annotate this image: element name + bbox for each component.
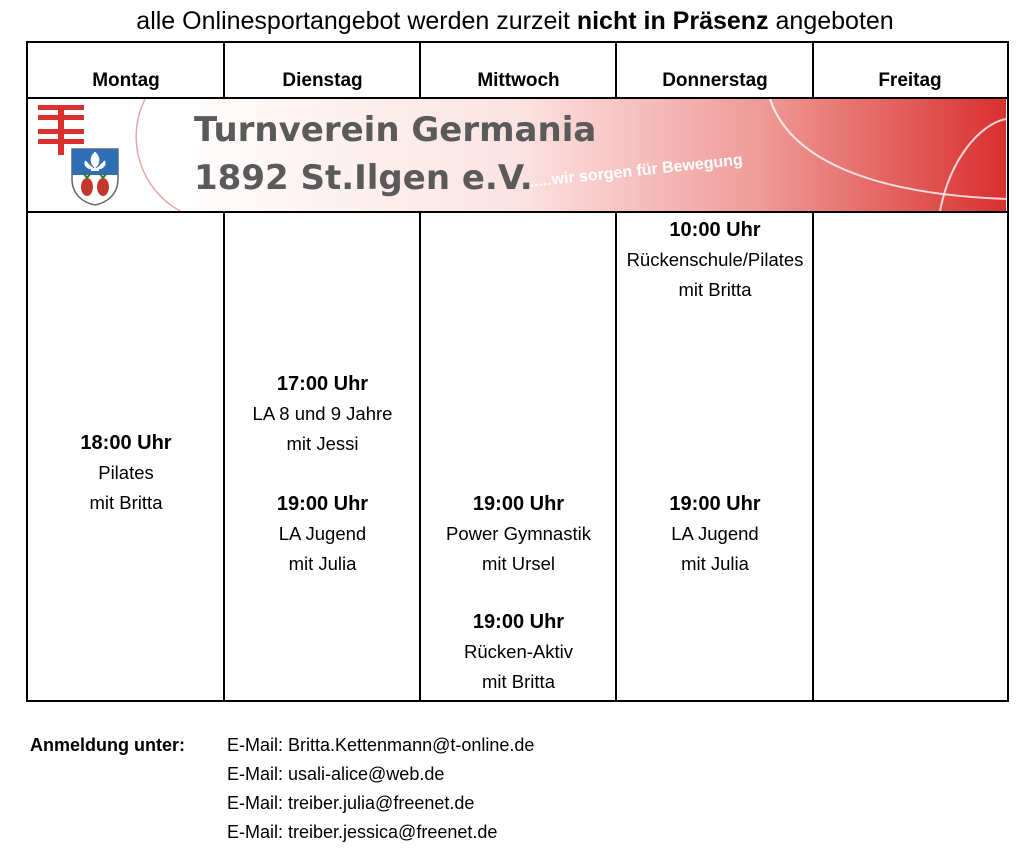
entry-time: 19:00 Uhr [472, 611, 565, 633]
coat-of-arms-icon [72, 149, 118, 205]
schedule-entry [28, 428, 224, 518]
contact-email[interactable]: E-Mail: treiber.julia@freenet.de [227, 793, 475, 813]
entry-trainer: mit Julia [288, 553, 357, 574]
entry-course: Pilates [98, 462, 154, 483]
club-banner-graphic [30, 99, 1006, 211]
entry-time: 17:00 Uhr [276, 373, 369, 395]
entry-course: Power Gymnastik [446, 523, 591, 544]
banner-slogan: .....wir sorgen für Bewegung [528, 151, 744, 191]
schedule-entry [617, 215, 813, 305]
schedule-entry [421, 607, 616, 697]
contact-email[interactable]: E-Mail: treiber.jessica@freenet.de [227, 822, 498, 842]
entry-time: 19:00 Uhr [472, 493, 565, 515]
banner-line1: Turnverein Germania [194, 110, 597, 150]
schedule-table [26, 41, 1009, 702]
registration-label: Anmeldung unter: [30, 735, 185, 755]
entry-trainer: mit Julia [681, 553, 749, 574]
schedule-entry [225, 369, 420, 459]
day-header-dienstag: Dienstag [282, 70, 363, 91]
headline-bold: nicht in Präsenz [576, 7, 769, 35]
day-header-montag: Montag [92, 70, 160, 91]
entry-trainer: mit Jessi [286, 433, 359, 454]
schedule-entry [225, 489, 420, 579]
entry-time: 10:00 Uhr [669, 219, 761, 241]
entry-time: 19:00 Uhr [276, 493, 369, 515]
contact-email-list [227, 731, 534, 847]
headline-suffix: angeboten [775, 7, 894, 35]
entry-course: Rückenschule/Pilates [626, 249, 804, 270]
entry-course: LA 8 und 9 Jahre [252, 403, 393, 424]
entry-time: 19:00 Uhr [669, 493, 761, 515]
entry-trainer: mit Britta [89, 492, 163, 513]
contact-email[interactable]: E-Mail: Britta.Kettenmann@t-online.de [227, 735, 535, 755]
schedule-entry [617, 489, 813, 579]
day-header-donnerstag: Donnerstag [662, 70, 768, 91]
club-banner [30, 99, 1006, 211]
entry-course: LA Jugend [671, 523, 759, 544]
entry-course: LA Jugend [278, 523, 367, 544]
day-header-mittwoch: Mittwoch [477, 70, 560, 91]
entry-course: Rücken-Aktiv [464, 641, 573, 662]
entry-trainer: mit Ursel [482, 553, 555, 574]
day-header-freitag: Freitag [878, 70, 942, 91]
schedule-entry [421, 489, 616, 579]
entry-time: 18:00 Uhr [80, 432, 172, 454]
banner-line2: 1892 St.Ilgen e.V. [194, 158, 533, 198]
entry-trainer: mit Britta [678, 279, 752, 300]
headline-prefix: alle Onlinesportangebot werden zurzeit [136, 7, 570, 35]
page-headline [0, 4, 1030, 38]
banner-divider [28, 211, 1007, 213]
entry-trainer: mit Britta [482, 671, 555, 692]
contact-email[interactable]: E-Mail: usali-alice@web.de [227, 764, 445, 784]
